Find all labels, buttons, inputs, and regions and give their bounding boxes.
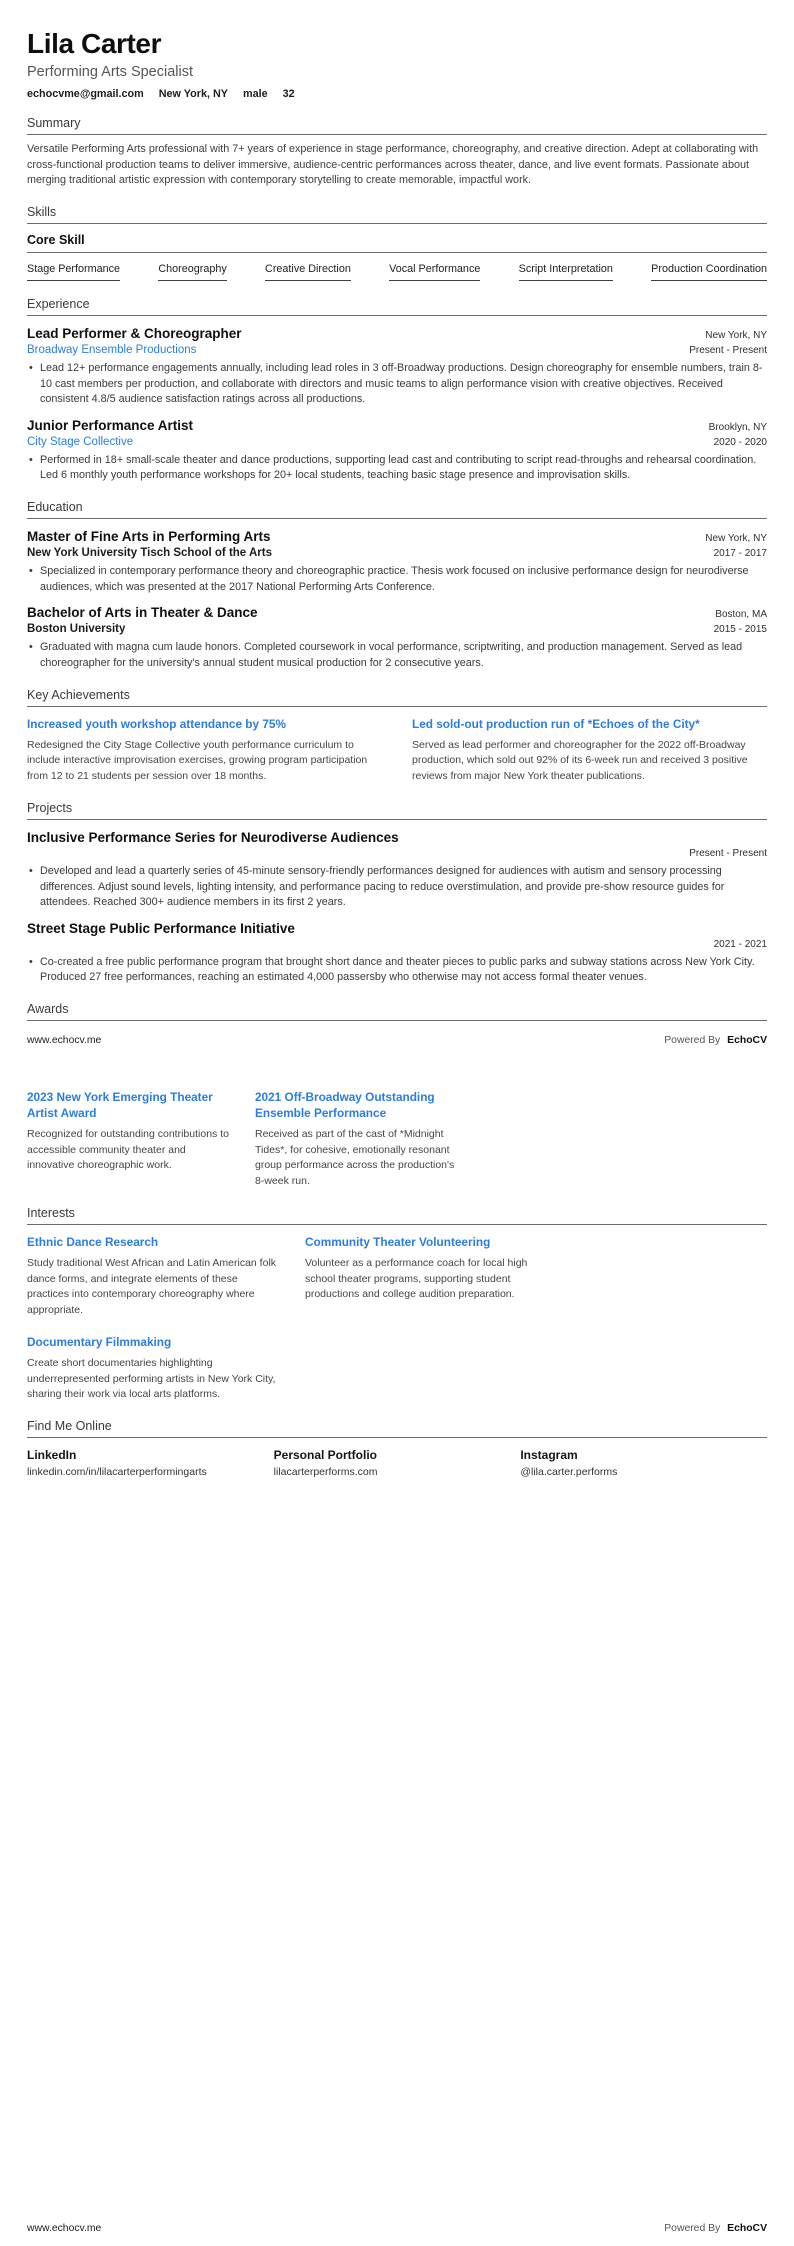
- skill-group-title: Core Skill: [27, 233, 767, 253]
- candidate-name: Lila Carter: [27, 28, 162, 59]
- interest-text: Study traditional West African and Latin American folk dance forms, and integrate elements of these practices into contemporary choreography where appropriate.: [27, 1256, 277, 1317]
- brand-name: EchoCV: [727, 2223, 767, 2234]
- education-entry: [27, 605, 767, 671]
- project-dates-row: [27, 939, 767, 950]
- job-entry: [27, 418, 767, 484]
- skill-chip: Vocal Performance: [389, 263, 480, 281]
- award-title: 2021 Off-Broadway Outstanding Ensemble Performance: [255, 1090, 435, 1120]
- link-value-instagram[interactable]: @lila.carter.performs: [520, 1466, 618, 1478]
- bullet-item: • Performed in 18+ small-scale theater and dance productions, supporting lead cast and contributing to script read-throughs and rehearsal coordination. Led 6 monthly youth performance workshops for 20+ local students, teaching basic stage presence and improvisation skills.: [27, 453, 767, 484]
- job-header: [27, 418, 767, 433]
- interest-text: Volunteer as a performance coach for local high school theater programs, supporting student productions and college audition preparation.: [305, 1256, 528, 1301]
- project-header: [27, 921, 767, 936]
- bullet-item: • Lead 12+ performance engagements annually, including lead roles in 3 off-Broadway productions. Design choreography for ensemble numbers, train 8-10 cast members per production, and collaborate with directors and music teams to align performance vision with creative objectives. Received consistent 4.8/5 audience satisfaction ratings across all productions.: [27, 361, 767, 408]
- job-header: [27, 326, 767, 341]
- section-title-awards: Awards: [27, 1002, 767, 1021]
- powered-by: [664, 2223, 767, 2234]
- contact-email: echocvme@gmail.com: [27, 88, 144, 100]
- interest-card: [27, 1235, 279, 1319]
- section-title-projects: Projects: [27, 801, 767, 820]
- job-entry: [27, 326, 767, 408]
- job-bullets: [27, 453, 767, 484]
- job-location: New York, NY: [705, 329, 767, 341]
- bullet-item: • Developed and lead a quarterly series of 45-minute sensory-friendly performances designed for audiences with autism and sensory processing differences. Adjust sound levels, lighting intensity, and performance pacing to reduce overstimulation, and provide pre-show resource guides for attendees. Reached 300+ audience members in its first 2 years.: [27, 864, 767, 911]
- achievement-text: Served as lead performer and choreographer for the 2022 off-Broadway production, which sold out 92% of its 6-week run and received 3 positive reviews from major New York theater publications.: [412, 738, 748, 783]
- section-title-find-me-online: Find Me Online: [27, 1419, 767, 1438]
- section-find-me-online: [27, 1419, 767, 1478]
- education-bullets: [27, 564, 767, 595]
- education-entry: [27, 529, 767, 595]
- contact-location: New York, NY: [158, 88, 228, 100]
- job-subheader: [27, 436, 767, 448]
- project-entry: [27, 830, 767, 911]
- link-label-instagram: Instagram: [520, 1448, 578, 1462]
- contact-age: 32: [282, 88, 295, 100]
- school-location: New York, NY: [705, 533, 767, 545]
- job-subheader: [27, 344, 767, 356]
- bullet-item: • Co-created a free public performance program that brought short dance and theater pieces to public parks and subway stations across New York City. Produced 27 free performances, reaching an estimated 4,000 passersby who otherwise may not access formal theater venues.: [27, 955, 767, 986]
- powered-by-label: Powered By: [664, 1035, 721, 1047]
- job-location: Brooklyn, NY: [708, 421, 767, 433]
- project-header: [27, 830, 767, 845]
- degree-title: Master of Fine Arts in Performing Arts: [27, 529, 271, 545]
- job-title: Junior Performance Artist: [27, 417, 194, 433]
- contact-row: [27, 88, 767, 100]
- section-interests: [27, 1206, 767, 1403]
- education-header: [27, 605, 767, 620]
- section-title-achievements: Key Achievements: [27, 688, 767, 707]
- section-projects: [27, 801, 767, 986]
- link-label-linkedin: LinkedIn: [27, 1448, 77, 1462]
- powered-by-label: Powered By: [664, 2223, 721, 2234]
- job-dates: 2020 - 2020: [713, 436, 767, 448]
- company-link[interactable]: City Stage Collective: [27, 435, 134, 448]
- footer-site-url[interactable]: www.echocv.me: [27, 2223, 102, 2234]
- project-title: Inclusive Performance Series for Neurodiverse Audiences: [27, 829, 399, 845]
- skill-chip: Production Coordination: [651, 263, 767, 281]
- section-summary: [27, 116, 767, 189]
- interest-card: [27, 1335, 279, 1403]
- section-education: [27, 500, 767, 672]
- skill-chip: Script Interpretation: [519, 263, 613, 281]
- brand-name: EchoCV: [727, 1035, 767, 1047]
- section-awards: [27, 1002, 767, 1021]
- project-dates-row: [27, 848, 767, 859]
- school-name: Boston University: [27, 623, 126, 636]
- summary-text: Versatile Performing Arts professional with 7+ years of experience in stage performance, choreography, and creative direction. Adept at collaborating with cross-functional production teams to deliver immersive, audience-centric performances across theater, dance, and live event formats. Passionate about merging traditional artistic expression with contemporary storytelling to create memorable, impactful work.: [27, 143, 759, 187]
- project-bullets: [27, 955, 767, 986]
- page-blank-space: [27, 1478, 767, 2223]
- awards-grid: [27, 1090, 767, 1190]
- award-title: 2023 New York Emerging Theater Artist Award: [27, 1090, 213, 1120]
- section-title-education: Education: [27, 500, 767, 519]
- bullet-item: • Graduated with magna cum laude honors. Completed coursework in vocal performance, scriptwriting, and production management. Served as lead choreographer for the university's annual student musical production for 2 consecutive years.: [27, 640, 767, 671]
- candidate-title: Performing Arts Specialist: [27, 64, 194, 80]
- page-footer: [27, 2223, 767, 2234]
- page-footer: [27, 1035, 767, 1046]
- skill-chip: Creative Direction: [265, 263, 351, 281]
- education-subheader: [27, 547, 767, 559]
- achievement-text: Redesigned the City Stage Collective youth performance curriculum to include interactive improvisation exercises, growing program participation from 12 to 21 students per session over 18 months.: [27, 738, 368, 783]
- interest-card: [305, 1235, 557, 1319]
- link-value-portfolio[interactable]: lilacarterperforms.com: [273, 1466, 378, 1478]
- achievements-grid: [27, 717, 767, 785]
- school-name: New York University Tisch School of the Arts: [27, 547, 272, 560]
- project-title: Street Stage Public Performance Initiative: [27, 920, 295, 936]
- link-value-linkedin[interactable]: linkedin.com/in/lilacarterperformingarts: [27, 1466, 207, 1478]
- skill-chip: Stage Performance: [27, 263, 120, 281]
- school-location: Boston, MA: [715, 609, 767, 621]
- project-dates: Present - Present: [689, 847, 767, 859]
- section-title-summary: Summary: [27, 116, 767, 135]
- section-experience: [27, 297, 767, 484]
- section-title-experience: Experience: [27, 297, 767, 316]
- project-entry: [27, 921, 767, 986]
- job-dates: Present - Present: [689, 344, 767, 356]
- section-title-interests: Interests: [27, 1206, 767, 1225]
- interest-title: Documentary Filmmaking: [27, 1334, 172, 1349]
- footer-site-url[interactable]: www.echocv.me: [27, 1035, 102, 1047]
- job-title: Lead Performer & Choreographer: [27, 325, 242, 341]
- interest-text: Create short documentaries highlighting underrepresented performing artists in New York City, sharing their work via local arts platforms.: [27, 1356, 276, 1401]
- award-card: [255, 1090, 461, 1190]
- section-title-skills: Skills: [27, 205, 767, 224]
- project-bullets: [27, 864, 767, 911]
- job-bullets: [27, 361, 767, 408]
- education-bullets: [27, 640, 767, 671]
- education-dates: 2017 - 2017: [713, 548, 767, 560]
- education-header: [27, 529, 767, 544]
- resume-header: [27, 28, 767, 100]
- achievement-card: [27, 717, 382, 785]
- interest-title: Community Theater Volunteering: [305, 1234, 491, 1249]
- powered-by: [664, 1035, 767, 1046]
- contact-gender: male: [242, 88, 268, 100]
- interest-title: Ethnic Dance Research: [27, 1234, 159, 1249]
- bullet-item: • Specialized in contemporary performance theory and choreographic practice. Thesis work focused on inclusive performance design for neurodiverse audiences, which was presented at the 2017 National Performing Arts Conference.: [27, 564, 767, 595]
- education-dates: 2015 - 2015: [713, 624, 767, 636]
- skill-chips-row: [27, 263, 767, 281]
- award-text: Recognized for outstanding contributions to accessible community theater and innovative choreographic work.: [27, 1127, 229, 1172]
- online-link: [520, 1448, 767, 1478]
- education-subheader: [27, 623, 767, 635]
- achievement-title: Increased youth workshop attendance by 75%: [27, 716, 286, 731]
- skill-chip: Choreography: [158, 263, 226, 281]
- section-achievements: [27, 688, 767, 785]
- company-link[interactable]: Broadway Ensemble Productions: [27, 343, 197, 356]
- link-label-portfolio: Personal Portfolio: [273, 1448, 378, 1462]
- project-dates: 2021 - 2021: [713, 938, 767, 950]
- online-link: [27, 1448, 274, 1478]
- achievement-card: [412, 717, 767, 785]
- award-text: Received as part of the cast of *Midnight Tides*, for cohesive, emotionally resonant group performance across the production's 8-week run.: [255, 1127, 455, 1188]
- online-links-grid: [27, 1448, 767, 1478]
- interests-grid: [27, 1235, 767, 1403]
- achievement-title: Led sold-out production run of *Echoes of the City*: [412, 716, 700, 731]
- degree-title: Bachelor of Arts in Theater & Dance: [27, 605, 258, 621]
- section-skills: [27, 205, 767, 281]
- online-link: [274, 1448, 521, 1478]
- award-card: [27, 1090, 233, 1190]
